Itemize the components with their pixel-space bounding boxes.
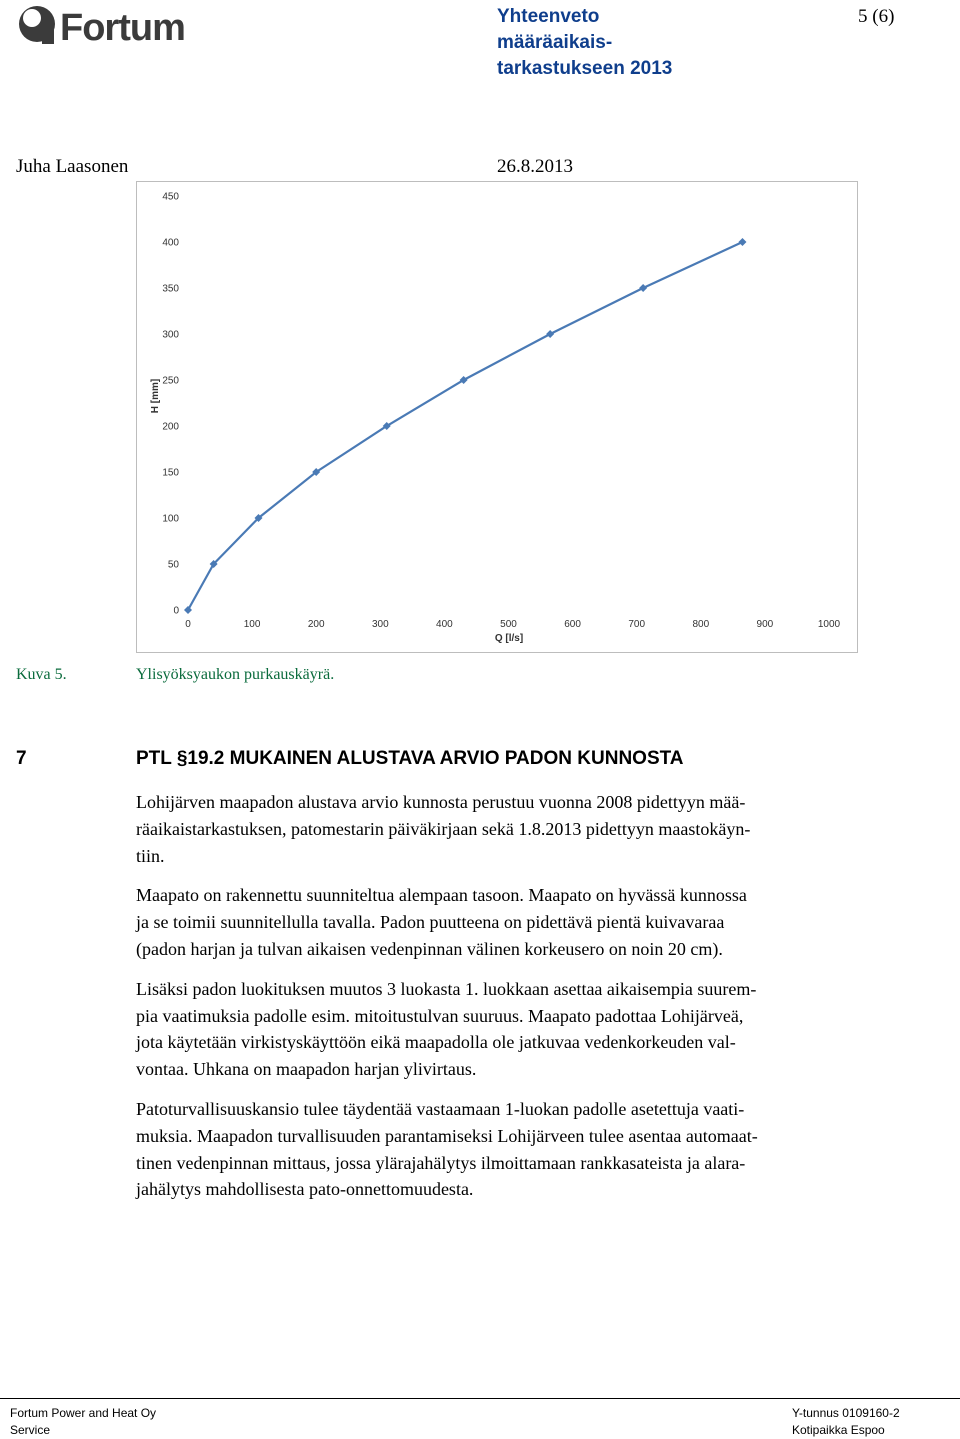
paragraph: Lohijärven maapadon alustava arvio kunnosta perustuu vuonna 2008 pidettyyn mää- räaikaistarkastuksen, patomestarin päiväkirjaan sekä 1.8.2013 pidettyyn maastokäyn- tiin. xyxy=(136,792,751,866)
document-title xyxy=(497,4,757,82)
paragraph: Lisäksi padon luokituksen muutos 3 luokasta 1. luokkaan asettaa aikaisempia suurem- pia vaatimuksia padolle esim. mitoitustulvan suuruus. Maapato padottaa Lohijärveä, jota käytetään virkistyskäyttöön eikä maapadolla ole jatkuvaa vedenkorkeuden val- vontaa. Uhkana on maapadon harjan ylivirtaus. xyxy=(136,978,757,1080)
author-name: Juha Laasonen xyxy=(16,156,129,177)
footer-company: Fortum Power and Heat Oy xyxy=(10,1406,157,1420)
x-tick-label: 300 xyxy=(371,619,389,630)
body-text xyxy=(136,789,896,1216)
paragraph: Maapato on rakennettu suunniteltua alempaan tasoon. Maapato on hyvässä kunnossa ja se toimii suunnitellulla tavalla. Padon puutteena on pidettävä pientä kuivavaraa (padon harjan ja tulvan aikaisen vedenpinnan välinen korkeusero on noin 20 cm). xyxy=(136,885,747,959)
x-tick-label: 200 xyxy=(307,619,325,630)
document-title-line: määräaikais- xyxy=(497,32,613,53)
x-tick-label: 900 xyxy=(756,619,774,630)
paragraph: Patoturvallisuuskansio tulee täydentää vastaamaan 1-luokan padolle asetettuja vaati- muksia. Maapadon turvallisuuden parantamiseksi Lohijärveen tulee asentaa automaat- tinen vedenpinnan mittaus, jossa ylärajahälytys ilmoittamaan rankkasateista ja alara- jahälytys mahdollisesta pato-onnettomuudesta. xyxy=(136,1098,758,1200)
discharge-curve-chart xyxy=(136,181,858,653)
document-date: 26.8.2013 xyxy=(497,156,573,177)
document-title-line: Yhteenveto xyxy=(497,6,600,27)
fortum-logo xyxy=(16,2,206,48)
y-tick-label: 50 xyxy=(167,559,179,571)
x-axis-label: Q [l/s] xyxy=(494,633,524,644)
y-tick-label: 400 xyxy=(162,237,179,249)
series-line xyxy=(188,242,743,610)
y-tick-label: 0 xyxy=(173,605,179,617)
y-tick-label: 250 xyxy=(162,375,179,387)
section-title: PTL §19.2 MUKAINEN ALUSTAVA ARVIO PADON KUNNOSTA xyxy=(136,748,684,769)
data-point-marker xyxy=(639,284,647,292)
footer-seat: Kotipaikka Espoo xyxy=(792,1423,885,1437)
figure-caption-label: Kuva 5. xyxy=(16,666,67,683)
footer-business-id: Y-tunnus 0109160-2 xyxy=(792,1406,900,1420)
x-tick-label: 1000 xyxy=(817,619,841,630)
x-tick-label: 100 xyxy=(243,619,261,630)
x-tick-label: 500 xyxy=(500,619,517,630)
y-tick-label: 350 xyxy=(162,283,179,295)
logo-wordmark: Fortum xyxy=(60,7,185,48)
page-number: 5 (6) xyxy=(858,6,895,27)
x-tick-label: 800 xyxy=(692,619,710,630)
x-axis xyxy=(185,619,840,630)
footer-divider xyxy=(0,1398,960,1399)
data-point-marker xyxy=(738,238,746,246)
y-tick-label: 200 xyxy=(162,421,179,433)
fortum-logo-icon xyxy=(19,6,55,44)
y-tick-label: 450 xyxy=(162,191,179,203)
y-tick-label: 100 xyxy=(162,513,179,525)
document-title-line: tarkastukseen 2013 xyxy=(497,58,673,79)
x-tick-label: 0 xyxy=(185,619,191,630)
y-axis xyxy=(162,192,179,617)
x-tick-label: 600 xyxy=(564,619,581,630)
y-tick-label: 300 xyxy=(162,329,179,341)
y-tick-label: 150 xyxy=(162,467,179,479)
footer-unit: Service xyxy=(10,1423,51,1437)
data-point-marker xyxy=(546,330,554,338)
y-axis-label: H [mm] xyxy=(150,378,161,414)
figure-caption-text: Ylisyöksyaukon purkauskäyrä. xyxy=(136,666,335,683)
section-number: 7 xyxy=(16,748,27,769)
x-tick-label: 700 xyxy=(628,619,646,630)
x-tick-label: 400 xyxy=(436,619,453,630)
series-layer xyxy=(184,238,746,614)
